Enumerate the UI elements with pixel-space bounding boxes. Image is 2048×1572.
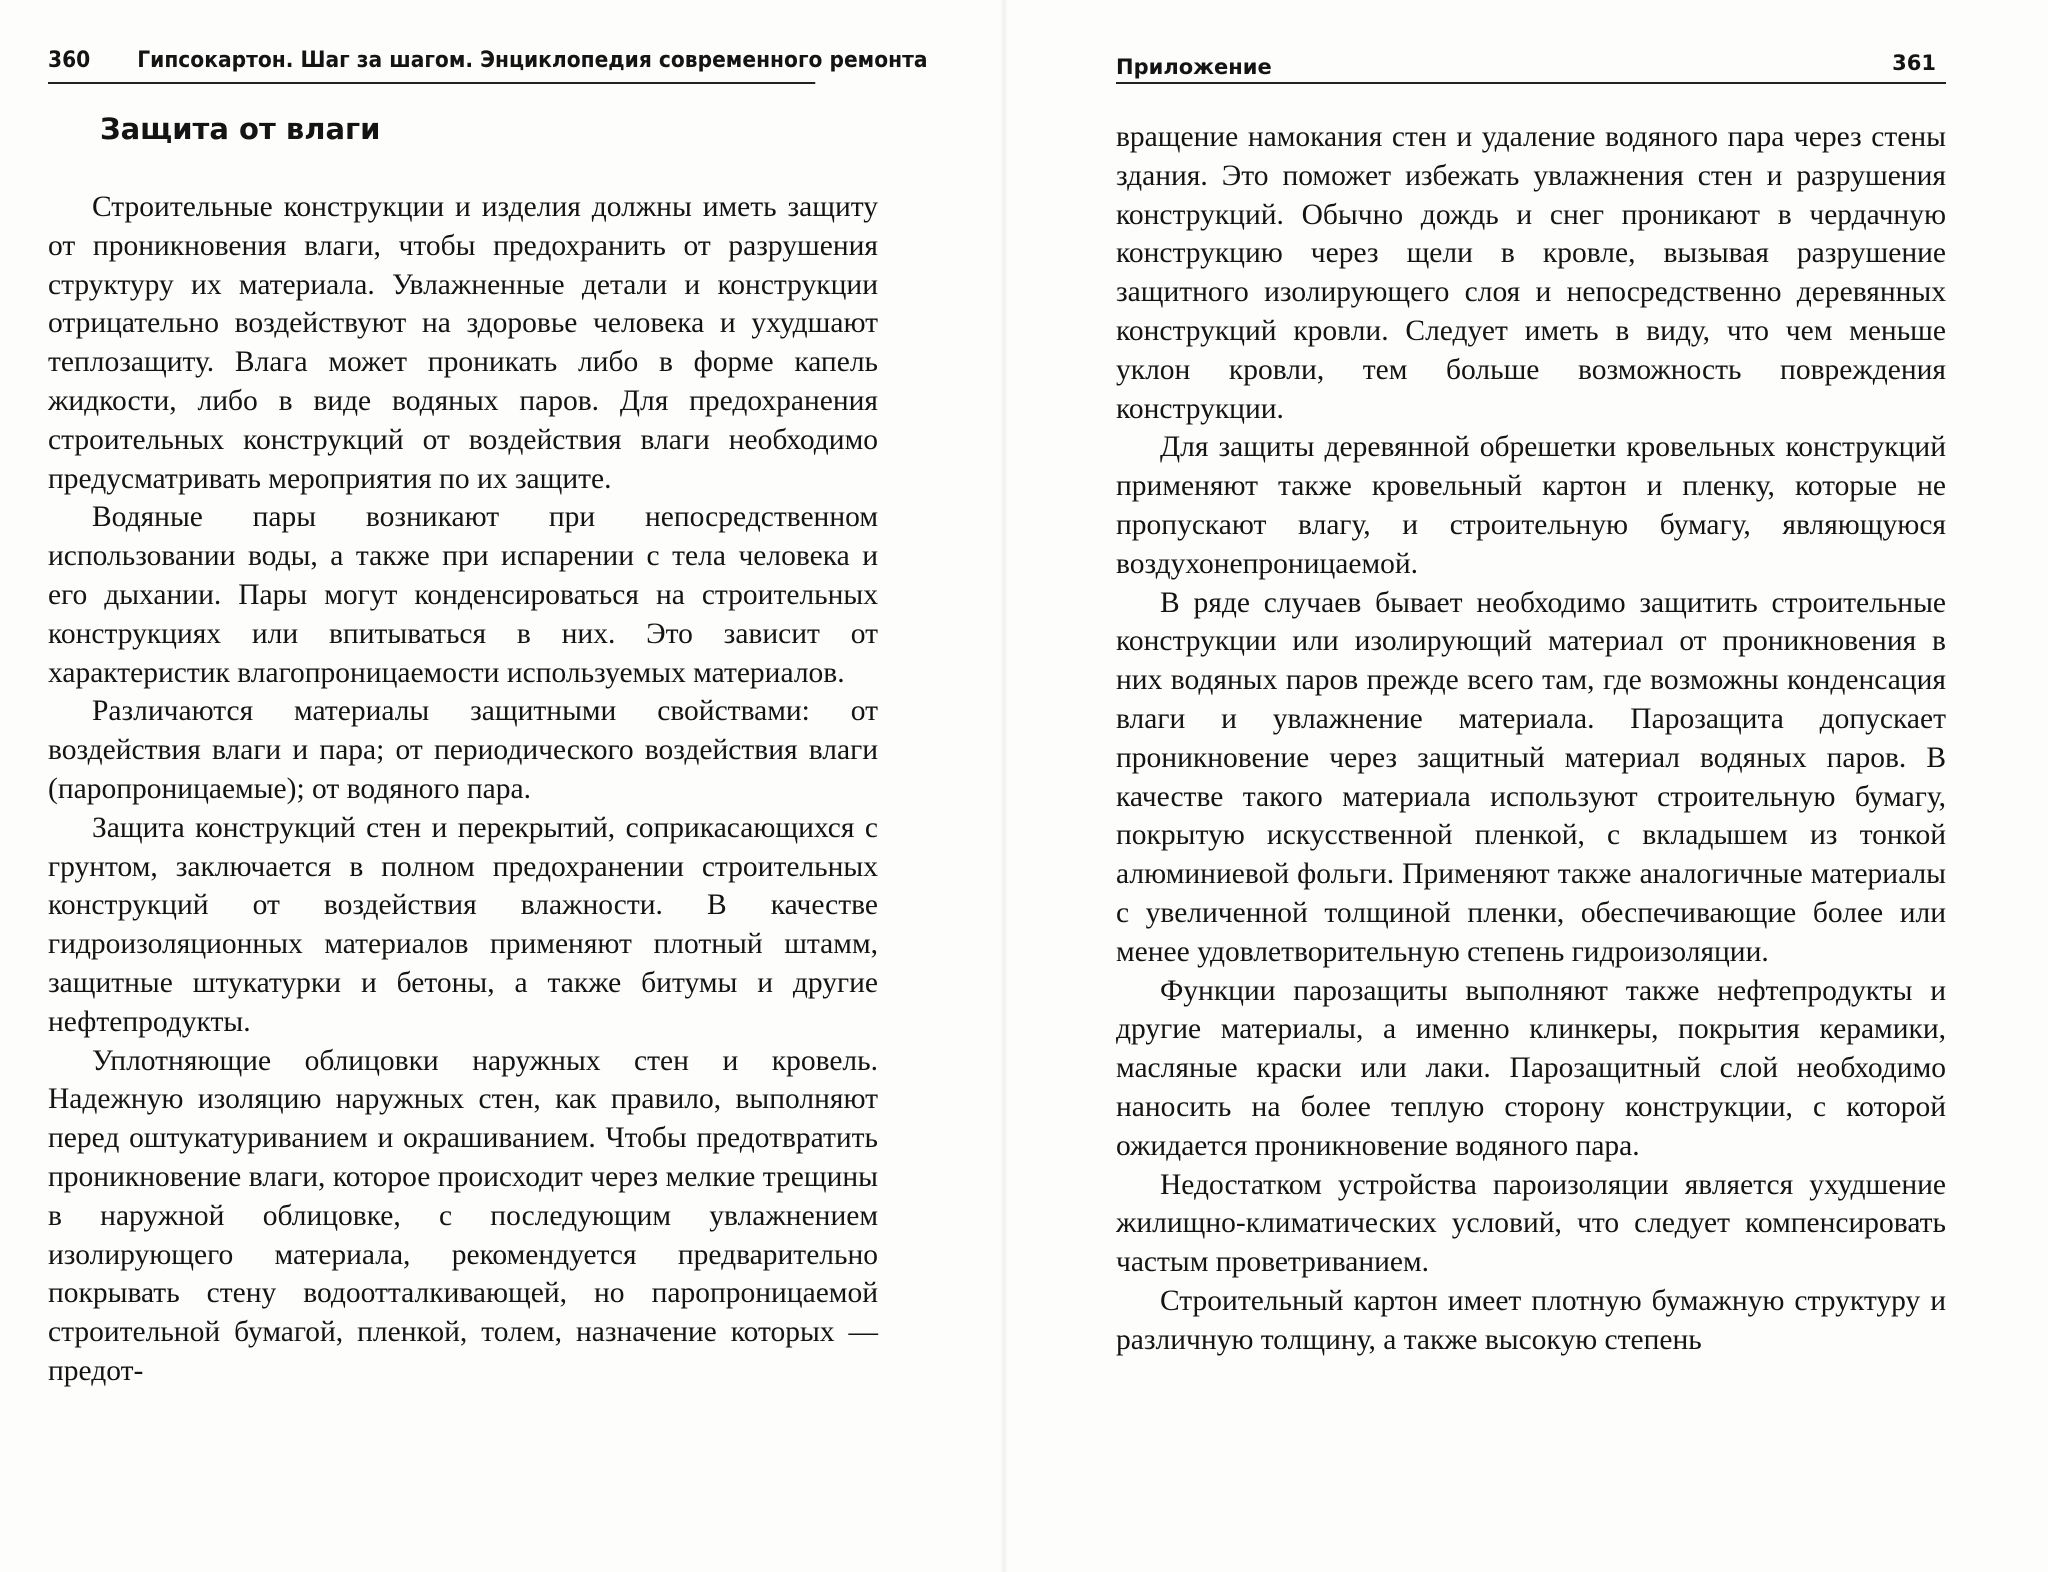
- right-page: [1116, 0, 1946, 1572]
- paragraph: Уплотняющие облицовки наружных стен и кровель. Надежную изоляцию наружных стен, как правило, выполняют перед оштукатуриванием и окрашиванием. Чтобы предотвратить проникновение влаги, которое происходит через мелкие трещины в наружной облицовке, с последующим увлажнением изолирующего материала, рекомендуется предварительно покрывать стену водоотталкивающей, но паропроницаемой строительной бумагой, пленкой, толем, назначение которых — предот-: [48, 1044, 878, 1387]
- left-page-body: [48, 188, 878, 1391]
- paragraph: Функции парозащиты выполняют также нефтепродукты и другие материалы, а именно клинкеры, покрытия керамики, масляные краски или лаки. Парозащитный слой необходимо наносить на более теплую сторону конструкции, с которой ожидается проникновение водяного пара.: [1116, 974, 1946, 1162]
- paragraph: Водяные пары возникают при непосредственном использовании воды, а также при испарении с тела человека и его дыхании. Пары могут конденсироваться на строительных конструкциях или впитываться в них. Это зависит от характеристик влагопроницаемости используемых материалов.: [48, 501, 878, 689]
- running-title: Гипсокартон. Шаг за шагом. Энциклопедия современного ремонта: [137, 48, 928, 73]
- section-title: Защита от влаги: [100, 112, 381, 146]
- paragraph: Для защиты деревянной обрешетки кровельных конструкций применяют также кровельный картон и пленку, которые не пропускают влагу, и строительную бумагу, являющуюся воздухонепроницаемой.: [1116, 431, 1946, 580]
- book-gutter: [1000, 0, 1008, 1572]
- running-head-left: [48, 44, 928, 84]
- paragraph-continued: вращение намокания стен и удаление водяного пара через стены здания. Это поможет избежать увлажнения стен и разрушения конструкций. Обычно дождь и снег проникают в чердачную конструкцию через щели в кровле, вызывая разрушение защитного изолирующего слоя и непосредственно деревянных конструкций кровли. Следует иметь в виду, что чем меньше уклон кровли, тем больше возможность повреждения конструкции.: [1116, 121, 1946, 425]
- running-title: Приложение: [1116, 55, 1272, 79]
- running-head-right: [1116, 44, 1946, 84]
- page-number: 360: [48, 48, 91, 73]
- paragraph: В ряде случаев бывает необходимо защитить строительные конструкции или изолирующий материал от проникновения в них водяных паров прежде всего там, где возможны конденсация влаги и увлажнение материала. Парозащита допускает проникновение через защитный материал водяных паров. В качестве такого материала используют строительную бумагу, покрытую искусственной пленкой, с вкладышем из тонкой алюминиевой фольги. Применяют также аналогичные материалы с увеличенной толщиной пленки, обеспечивающие более или менее удовлетворительную степень гидроизоляции.: [1116, 586, 1946, 968]
- paragraph: Различаются материалы защитными свойствами: от воздействия влаги и пара; от периодического воздействия влаги (паропроницаемые); от водяного пара.: [48, 695, 878, 805]
- paragraph: Недостатком устройства пароизоляции является ухудшение жилищно-климатических условий, что следует компенсировать частым проветриванием.: [1116, 1168, 1946, 1279]
- paragraph: Строительные конструкции и изделия должны иметь защиту от проникновения влаги, чтобы предохранить от разрушения структуру их материала. Увлажненные детали и конструкции отрицательно воздействуют на здоровье человека и ухудшают теплозащиту. Влага может проникать либо в форме капель жидкости, либо в виде водяных паров. Для предохранения строительных конструкций от воздействия влаги необходимо предусматривать мероприятия по их защите.: [48, 191, 878, 495]
- left-page: [48, 0, 928, 1572]
- paragraph: Строительный картон имеет плотную бумажную структуру и различную толщину, а также высокую степень: [1116, 1284, 1946, 1356]
- right-page-body: [1116, 118, 1946, 1360]
- page-number: 361: [1892, 51, 1936, 75]
- paragraph: Защита конструкций стен и перекрытий, соприкасающихся с грунтом, заключается в полном предохранении строительных конструкций от воздействия влажности. В качестве гидроизоляционных материалов применяют плотный штамм, защитные штукатурки и бетоны, а также битумы и другие нефтепродукты.: [48, 811, 878, 1038]
